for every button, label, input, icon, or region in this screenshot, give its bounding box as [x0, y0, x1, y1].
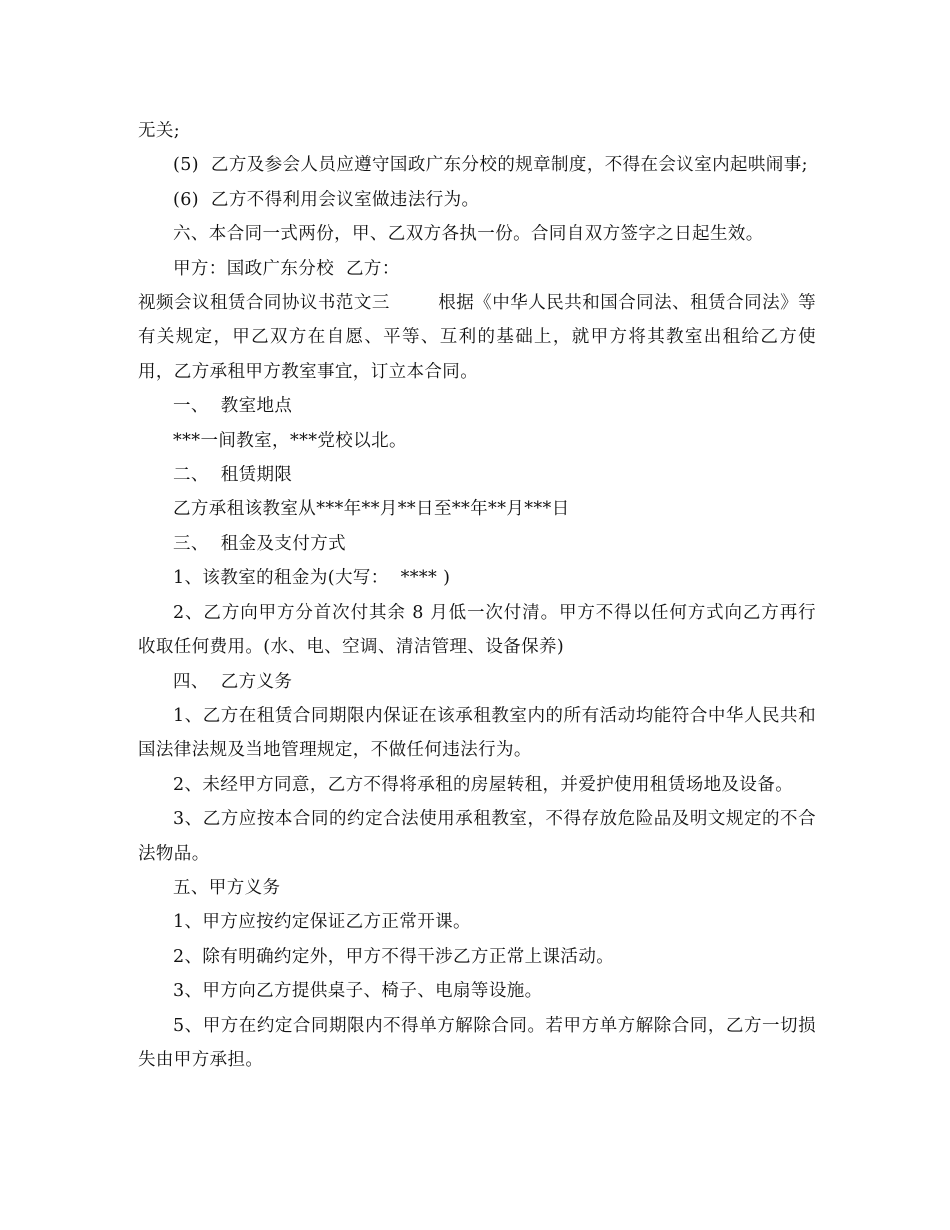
paragraph: (5) 乙方及参会人员应遵守国政广东分校的规章制度，不得在会议室内起哄闹事;: [173, 155, 808, 176]
paragraph: ***一间教室，***党校以北。: [173, 430, 407, 451]
section-heading: 一、 教室地点: [173, 396, 293, 417]
paragraph: 1、乙方在租赁合同期限内保证在该承租教室内的所有活动均能符合中华人民共和国法律法规及当地管理规定，不做任何违法行为。: [138, 705, 816, 761]
paragraph: 乙方承租该教室从***年**月**日至**年**月***日: [173, 499, 570, 520]
paragraph: 1、该教室的租金为(大写： **** ): [173, 568, 451, 589]
paragraph: 3、甲方向乙方提供桌子、椅子、电扇等设施。: [173, 981, 543, 1002]
paragraph: 1、甲方应按约定保证乙方正常开课。: [173, 912, 471, 933]
document-body: [138, 114, 816, 1077]
paragraph: 甲方：国政广东分校 乙方：: [173, 258, 400, 279]
section-heading: 四、 乙方义务: [173, 671, 293, 692]
paragraph: 视频会议租赁合同协议书范文三 根据《中华人民共和国合同法、租赁合同法》等有关规定，甲乙双方在自愿、平等、互利的基础上，就甲方将其教室出租给乙方使用，乙方承租甲方教室事宜，订立本合同。: [138, 293, 816, 382]
section-heading: 五、甲方义务: [173, 877, 281, 898]
paragraph: 5、甲方在约定合同期限内不得单方解除合同。若甲方单方解除合同，乙方一切损失由甲方承担。: [138, 1015, 816, 1070]
paragraph: 2、乙方向甲方分首次付其余 8 月低一次付清。甲方不得以任何方式向乙方再行收取任何费用。(水、电、空调、清洁管理、设备保养): [138, 602, 816, 658]
paragraph: 2、未经甲方同意，乙方不得将承租的房屋转租，并爱护使用租赁场地及设备。: [173, 774, 794, 795]
paragraph: 3、乙方应按本合同的约定合法使用承租教室，不得存放危险品及明文规定的不合法物品。: [138, 809, 816, 864]
paragraph: (6) 乙方不得利用会议室做违法行为。: [173, 189, 480, 210]
section-heading: 二、 租赁期限: [173, 465, 293, 486]
paragraph: 2、除有明确约定外，甲方不得干涉乙方正常上课活动。: [173, 946, 615, 967]
paragraph: 无关;: [138, 121, 181, 141]
paragraph: 六、本合同一式两份，甲、乙双方各执一份。合同自双方签字之日起生效。: [173, 224, 764, 245]
section-heading: 三、 租金及支付方式: [173, 533, 347, 554]
